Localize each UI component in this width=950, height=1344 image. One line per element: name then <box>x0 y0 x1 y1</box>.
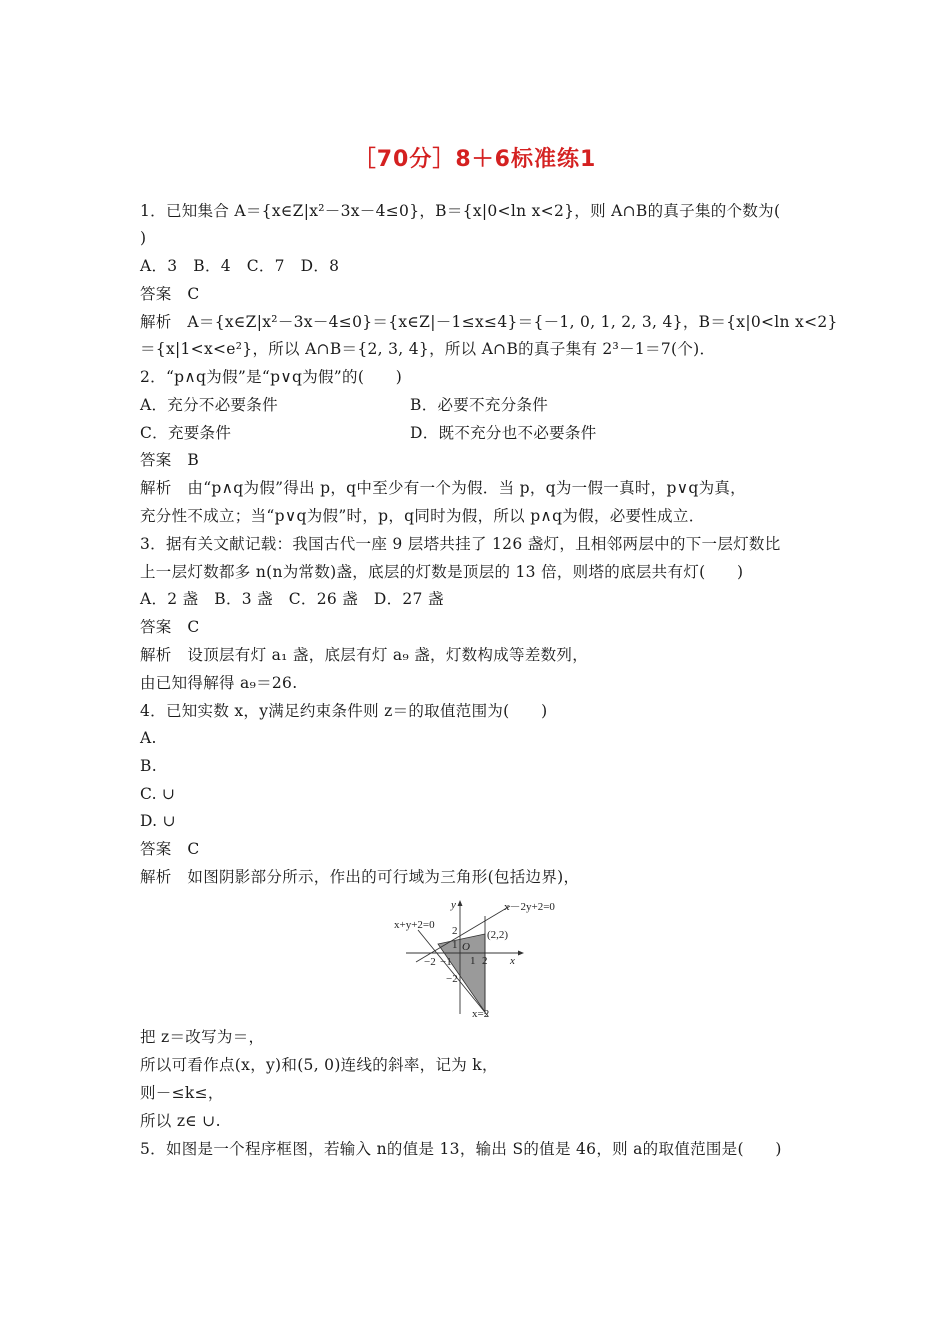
label-line3: x=2 <box>472 1008 490 1018</box>
q5-stem: 5．如图是一个程序框图，若输入 n的值是 13，输出 S的值是 46，则 a的取值范围是( ) <box>140 1140 782 1158</box>
tick-x-neg2: −2 <box>424 956 436 968</box>
tick-y-1: 1 <box>452 939 458 951</box>
q2-options-row1 <box>140 395 820 415</box>
label-point: (2,2) <box>487 929 509 941</box>
q3-stem-line2: 上一层灯数都多 n(n为常数)盏，底层的灯数是顶层的 13 倍，则塔的底层共有灯( ) <box>140 563 744 581</box>
q4-option-c: C. ∪ <box>140 785 176 803</box>
q1-stem: 1．已知集合 A＝{x∈Z|x²－3x－4≤0}，B＝{x|0<ln x<2}，则 A∩B的真子集的个数为( <box>140 202 781 220</box>
q2-stem: 2．“p∧q为假”是“p∨q为假”的( ) <box>140 368 403 386</box>
q1-stem-cont: ) <box>140 229 147 247</box>
q4-stem: 4．已知实数 x，y满足约束条件则 z＝的取值范围为( ) <box>140 702 548 720</box>
q2-options-row2 <box>140 423 820 443</box>
label-y: y <box>451 899 456 911</box>
label-line1: x－2y+2=0 <box>504 901 555 913</box>
q2-option-d: D．既不充分也不必要条件 <box>410 424 597 442</box>
tick-y-neg2: −2 <box>446 973 458 985</box>
q4-option-d: D. ∪ <box>140 812 176 830</box>
q2-analysis-line1: 解析 由“p∧q为假”得出 p，q中至少有一个为假．当 p，q为一假一真时，p∨q为真， <box>140 479 746 497</box>
q3-stem-line1: 3．据有关文献记载：我国古代一座 9 层塔共挂了 126 盏灯，且相邻两层中的下一层灯数比 <box>140 535 781 553</box>
label-origin: O <box>462 941 470 953</box>
q2-option-b: B．必要不充分条件 <box>410 396 549 414</box>
q4-after-line3: 则－≤k≤， <box>140 1084 224 1102</box>
x-axis-arrow <box>518 951 524 956</box>
q4-after-line4: 所以 z∈ ∪. <box>140 1112 221 1130</box>
tick-y-2: 2 <box>452 925 458 937</box>
page-title: ［70分］8＋6标准练1 <box>353 147 597 172</box>
q4-answer: 答案 C <box>140 840 200 858</box>
tick-x-2: 2 <box>482 955 488 967</box>
q4-after-line1: 把 z＝改写为＝， <box>140 1028 265 1046</box>
tick-x-neg1: −1 <box>440 956 452 968</box>
q1-analysis-line2: ＝{x|1<x<e²}，所以 A∩B＝{2, 3, 4}，所以 A∩B的真子集有 2³－1＝7(个)． <box>140 340 716 358</box>
q1-answer: 答案 C <box>140 285 200 303</box>
label-x: x <box>510 955 515 967</box>
tick-x-1: 1 <box>470 955 476 967</box>
q2-option-a: A．充分不必要条件 <box>140 396 278 414</box>
y-axis-arrow <box>458 900 463 906</box>
q2-analysis-line2: 充分性不成立；当“p∨q为假”时，p，q同时为假，所以 p∧q为假，必要性成立． <box>140 507 705 525</box>
q3-analysis-line1: 解析 设顶层有灯 a₁ 盏，底层有灯 a₉ 盏，灯数构成等差数列， <box>140 646 589 664</box>
label-line2: x+y+2=0 <box>394 919 435 931</box>
feasible-region-figure <box>388 896 563 1018</box>
q4-analysis: 解析 如图阴影部分所示，作出的可行域为三角形(包括边界)， <box>140 868 580 886</box>
q4-option-a: A. <box>140 729 157 747</box>
q4-option-b: B. <box>140 757 157 775</box>
q1-analysis-line1: 解析 A＝{x∈Z|x²－3x－4≤0}＝{x∈Z|－1≤x≤4}＝{－1, 0, 1, 2, 3, 4}，B＝{x|0<ln x<2} <box>140 313 838 331</box>
q2-answer: 答案 B <box>140 451 200 469</box>
q3-answer: 答案 C <box>140 618 200 636</box>
q3-analysis-line2: 由已知得解得 a₉＝26. <box>140 674 298 692</box>
q1-options: A．3 B．4 C．7 D．8 <box>140 257 340 275</box>
q3-options: A．2 盏 B．3 盏 C．26 盏 D．27 盏 <box>140 590 444 608</box>
q4-after-line2: 所以可看作点(x，y)和(5, 0)连线的斜率，记为 k， <box>140 1056 498 1074</box>
q2-option-c: C．充要条件 <box>140 424 232 442</box>
